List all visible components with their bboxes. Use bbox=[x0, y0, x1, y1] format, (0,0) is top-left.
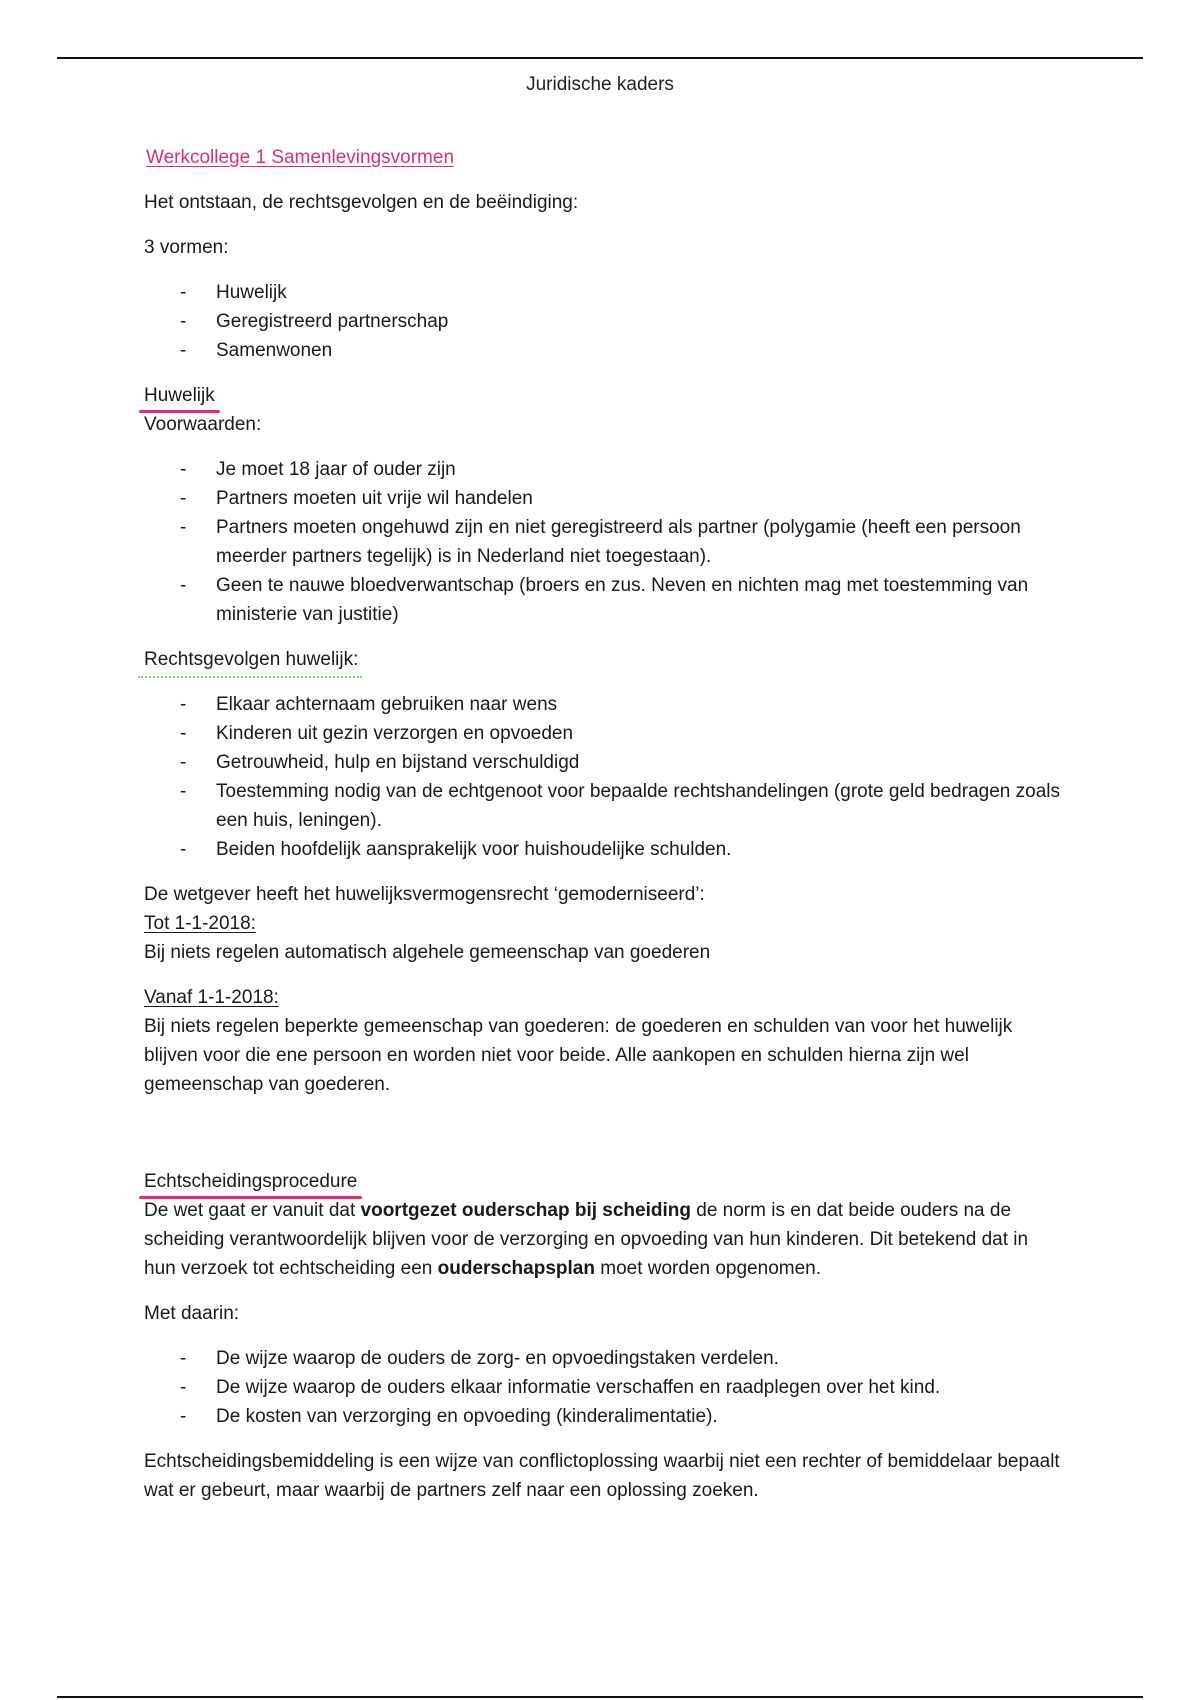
section-title: Werkcollege 1 Samenlevingsvormen bbox=[146, 147, 455, 168]
echtscheiding-heading: Echtscheidingsprocedure bbox=[144, 1167, 357, 1196]
wetgever-text: De wetgever heeft het huwelijksvermogensrecht ‘gemoderniseerd’: bbox=[144, 884, 705, 905]
list-item: - Getrouwheid, hulp en bijstand verschuldigd bbox=[144, 748, 1064, 777]
huwelijk-heading: Huwelijk bbox=[144, 381, 215, 410]
footer-rule bbox=[57, 1696, 1143, 1698]
document-body bbox=[144, 143, 1064, 1505]
text-run: De wet gaat er vanuit dat bbox=[144, 1200, 361, 1221]
met-daarin-list bbox=[144, 1344, 1064, 1431]
bold-term: voortgezet ouderschap bij scheiding bbox=[360, 1200, 691, 1221]
bemiddeling-text: Echtscheidingsbemiddeling is een wijze van conflictoplossing waarbij niet een rechter of bemiddelaar bepaalt wat er gebeurt, maar waarbij de partners zelf naar een oplossing zoeken. bbox=[144, 1451, 1060, 1501]
list-item: - Samenwonen bbox=[144, 336, 1064, 365]
rechtsgevolgen-heading: Rechtsgevolgen huwelijk: bbox=[144, 645, 358, 674]
list-item: - Partners moeten ongehuwd zijn en niet geregistreerd als partner (polygamie (heeft een persoon meerder partners tegelijk) is in Nederland niet toegestaan). bbox=[144, 513, 1064, 571]
forms-label: 3 vormen: bbox=[144, 237, 229, 258]
list-item: - Huwelijk bbox=[144, 278, 1064, 307]
list-item: - De wijze waarop de ouders de zorg- en opvoedingstaken verdelen. bbox=[144, 1344, 1064, 1373]
list-item: - Geen te nauwe bloedverwantschap (broers en zus. Neven en nichten mag met toestemming van ministerie van justitie) bbox=[144, 571, 1064, 629]
forms-list bbox=[144, 278, 1064, 365]
voorwaarden-label: Voorwaarden: bbox=[144, 414, 262, 435]
rechtsgevolgen-list bbox=[144, 690, 1064, 864]
list-item: - De wijze waarop de ouders elkaar informatie verschaffen en raadplegen over het kind. bbox=[144, 1373, 1064, 1402]
list-item: - Je moet 18 jaar of ouder zijn bbox=[144, 455, 1064, 484]
list-item: - De kosten van verzorging en opvoeding (kinderalimentatie). bbox=[144, 1402, 1064, 1431]
header-rule bbox=[57, 57, 1143, 59]
voorwaarden-list bbox=[144, 455, 1064, 629]
list-item: - Toestemming nodig van de echtgenoot voor bepaalde rechtshandelingen (grote geld bedragen zoals een huis, leningen). bbox=[144, 777, 1064, 835]
list-item: - Geregistreerd partnerschap bbox=[144, 307, 1064, 336]
vanaf-heading: Vanaf 1-1-2018: bbox=[144, 987, 279, 1008]
echtscheiding-paragraph bbox=[144, 1196, 1064, 1283]
list-item: - Beiden hoofdelijk aansprakelijk voor huishoudelijke schulden. bbox=[144, 835, 1064, 864]
list-item: - Elkaar achternaam gebruiken naar wens bbox=[144, 690, 1064, 719]
tot-text: Bij niets regelen automatisch algehele gemeenschap van goederen bbox=[144, 942, 711, 963]
list-item: - Partners moeten uit vrije wil handelen bbox=[144, 484, 1064, 513]
bold-term: ouderschapsplan bbox=[437, 1258, 595, 1279]
vanaf-text: Bij niets regelen beperkte gemeenschap van goederen: de goederen en schulden van voor het huwelijk blijven voor die ene persoon en worden niet voor beide. Alle aankopen en schulden hierna zijn wel gemeenschap van goederen. bbox=[144, 1016, 1013, 1095]
list-item: - Kinderen uit gezin verzorgen en opvoeden bbox=[144, 719, 1064, 748]
tot-heading: Tot 1-1-2018: bbox=[144, 913, 256, 934]
page-header: Juridische kaders bbox=[526, 74, 674, 95]
text-run: moet worden opgenomen. bbox=[594, 1258, 822, 1279]
met-daarin-label: Met daarin: bbox=[144, 1303, 240, 1324]
text-run: de norm is en dat beide ouders na de scheiding verantwoordelijk blijven voor de verzorging en opvoeding van hun kinderen. Dit betekend dat in hun verzoek tot echtscheiding een bbox=[144, 1200, 1029, 1279]
intro-text: Het ontstaan, de rechtsgevolgen en de beëindiging: bbox=[144, 192, 579, 213]
